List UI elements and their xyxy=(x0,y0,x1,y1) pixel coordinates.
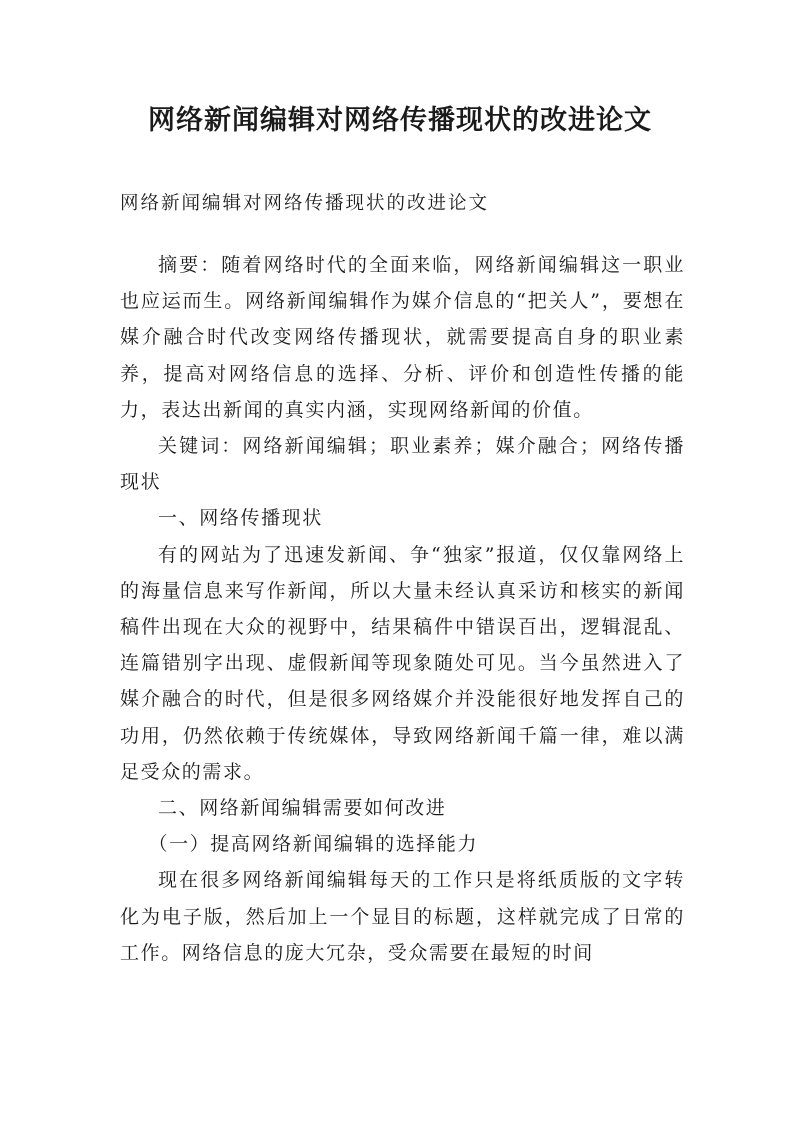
subsection-heading-1: （一）提高网络新闻编辑的选择能力 xyxy=(148,833,479,856)
section-heading-1: 一、网络传播现状 xyxy=(158,507,323,530)
section-heading-2: 二、网络新闻编辑需要如何改进 xyxy=(158,797,447,820)
document-title: 网络新闻编辑对网络传播现状的改进论文 xyxy=(148,105,652,136)
body-paragraph: 有的网站为了迅速发新闻、争“独家”报道，仅仅靠网络上的海量信息来写作新闻，所以大量未经认真采访和核实的新闻稿件出现在大众的视野中，结果稿件中错误百出，逻辑混乱、连篇错别字出现、虚假新闻等现象随处可见。当今虽然进入了媒介融合的时代，但是很多网络媒介并没能很好地发挥自己的功用，仍然依赖于传统媒体，导致网络新闻千篇一律，难以满足受众的需求。 xyxy=(120,543,685,783)
keywords-paragraph: 关键词：网络新闻编辑；职业素养；媒介融合；网络传播现状 xyxy=(120,435,685,494)
body-paragraph: 现在很多网络新闻编辑每天的工作只是将纸质版的文字转化为电子版，然后加上一个显目的标题，这样就完成了日常的工作。网络信息的庞大冗杂，受众需要在最短的时间 xyxy=(120,869,685,964)
document-subtitle: 网络新闻编辑对网络传播现状的改进论文 xyxy=(120,193,490,214)
abstract-paragraph: 摘要：随着网络时代的全面来临，网络新闻编辑这一职业也应运而生。网络新闻编辑作为媒介信息的“把关人”，要想在媒介融合时代改变网络传播现状，就需要提高自身的职业素养，提高对网络信息的选择、分析、评价和创造性传播的能力，表达出新闻的真实内涵，实现网络新闻的价值。 xyxy=(120,254,685,421)
document-body xyxy=(120,233,685,971)
